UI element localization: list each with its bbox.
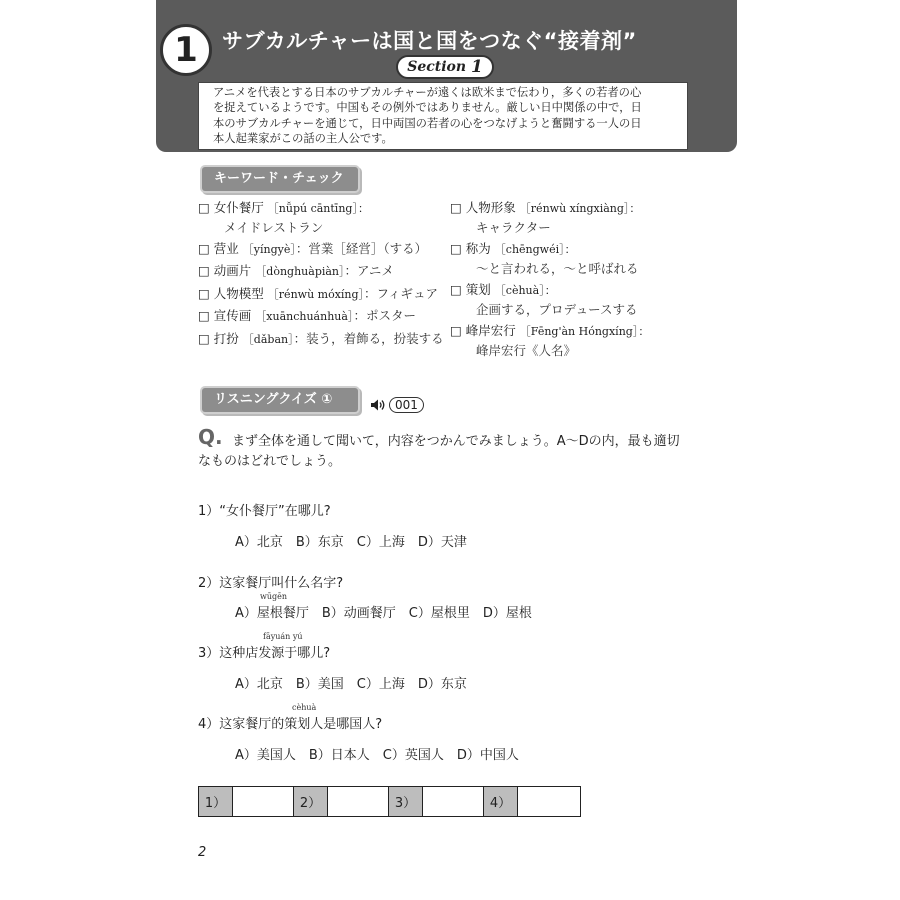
- audio-track[interactable]: [370, 397, 424, 413]
- keyword-word: 策划: [465, 282, 491, 297]
- keyword-word: 人物形象: [465, 200, 516, 215]
- keyword-pinyin: ［rénwù xíngxiàng］：: [519, 202, 641, 215]
- keyword-item: [198, 262, 394, 281]
- keyword-pinyin: ［Fēng'àn Hóngxíng］：: [519, 325, 650, 338]
- audio-track-number: 001: [389, 397, 424, 413]
- checkbox-icon: □: [450, 241, 462, 256]
- page-number: 2: [198, 845, 207, 860]
- answer-cell-3[interactable]: [423, 787, 484, 816]
- question-1-options: A）北京 B）东京 C）上海 D）天津: [235, 535, 467, 550]
- keyword-meaning: メイドレストラン: [224, 220, 324, 235]
- answer-cell-1[interactable]: [233, 787, 294, 816]
- keyword-pinyin: ［dǎban］: [242, 333, 294, 346]
- keyword-meaning: ：アニメ: [344, 263, 394, 278]
- keyword-pinyin: ［cèhuà］：: [494, 284, 556, 297]
- listening-quiz-heading: リスニングクイズ ①: [202, 388, 358, 412]
- answer-label: 1）: [199, 787, 233, 816]
- keyword-word: 女仆餐厅: [213, 200, 264, 215]
- keyword-item: [450, 281, 556, 300]
- keyword-meaning: キャラクター: [476, 220, 551, 235]
- keyword-word: 人物模型: [213, 286, 264, 301]
- question-2-options: A）屋根餐厅 B）动画餐厅 C）屋根里 D）屋根: [235, 606, 532, 621]
- keyword-item: [198, 199, 369, 218]
- keyword-word: 称为: [465, 241, 491, 256]
- keyword-item: [198, 285, 438, 304]
- answer-label: 3）: [389, 787, 423, 816]
- keyword-pinyin: ［rénwù móxíng］: [267, 288, 365, 301]
- question-4: 4）这家餐厅的策划人是哪国人?: [198, 717, 383, 732]
- intro-line: 本のサブカルチャーを通じて，日中両国の若者の心をつなげようと奮闘する一人の日: [213, 116, 642, 130]
- keyword-word: 宣传画: [213, 308, 252, 323]
- intro-line: を捉えているようです。中国もその例外ではありません。厳しい日中関係の中で，日: [213, 101, 642, 115]
- keyword-pinyin: ［nǚpú cāntīng］：: [267, 202, 369, 215]
- question-3-options: A）北京 B）美国 C）上海 D）东京: [235, 677, 467, 692]
- keyword-pinyin: ［xuānchuánhuà］: [255, 310, 354, 323]
- keyword-pinyin: ［dònghuàpiàn］: [255, 265, 345, 278]
- keyword-word: 峰岸宏行: [465, 323, 516, 338]
- ruby-annotation: cèhuà: [292, 703, 317, 712]
- keyword-item: [450, 322, 649, 341]
- keyword-meaning: ：ポスター: [353, 308, 416, 323]
- keyword-item: [450, 240, 576, 259]
- keyword-meaning: 峰岸宏行《人名》: [476, 343, 577, 358]
- keyword-word: 营业: [213, 241, 239, 256]
- keyword-item: [198, 330, 444, 349]
- answer-label: 4）: [484, 787, 518, 816]
- answer-cell-2[interactable]: [328, 787, 389, 816]
- checkbox-icon: □: [198, 241, 210, 256]
- intro-line: 本人起業家がこの話の主人公です。: [213, 132, 393, 146]
- answer-label: 2）: [294, 787, 328, 816]
- checkbox-icon: □: [198, 331, 210, 346]
- section-badge: [396, 55, 494, 79]
- checkbox-icon: □: [198, 286, 210, 301]
- checkbox-icon: □: [198, 308, 210, 323]
- instruction-line: まず全体を通して聞いて，内容をつかんでみましょう。A～Dの内，最も適切: [232, 434, 680, 449]
- keyword-meaning: ：営業［経営］（する）: [295, 241, 428, 256]
- chapter-title: サブカルチャーは国と国をつなぐ“接着剤”: [222, 29, 637, 53]
- keyword-meaning: ～と言われる，～と呼ばれる: [476, 261, 639, 276]
- instruction-line: なものはどれでしょう。: [198, 454, 342, 469]
- question-4-options: A）美国人 B）日本人 C）英国人 D）中国人: [235, 748, 519, 763]
- chapter-number-badge: 1: [160, 24, 212, 76]
- answer-cell-4[interactable]: [518, 787, 580, 816]
- keyword-meaning: ：装う，着飾る，扮装する: [293, 331, 444, 346]
- ruby-annotation: wūgēn: [260, 592, 288, 601]
- checkbox-icon: □: [450, 282, 462, 297]
- checkbox-icon: □: [450, 323, 462, 338]
- keyword-word: 动画片: [213, 263, 252, 278]
- q-mark: Q.: [198, 425, 223, 449]
- checkbox-icon: □: [198, 263, 210, 278]
- question-1: 1）“女仆餐厅”在哪儿?: [198, 504, 331, 519]
- checkbox-icon: □: [198, 200, 210, 215]
- keyword-meaning: ：フィギュア: [364, 286, 439, 301]
- keyword-meaning: 企画する，プロデュースする: [476, 302, 638, 317]
- checkbox-icon: □: [450, 200, 462, 215]
- speaker-icon: [370, 398, 386, 412]
- keyword-word: 打扮: [213, 331, 239, 346]
- section-label: Section: [407, 59, 467, 75]
- answer-table: [198, 786, 581, 817]
- keyword-item: [198, 307, 416, 326]
- intro-line: アニメを代表とする日本のサブカルチャーが遠くは欧米まで伝わり，多くの若者の心: [213, 86, 642, 99]
- keyword-pinyin: ［yíngyè］: [242, 243, 296, 256]
- keyword-check-heading: キーワード・チェック: [202, 167, 358, 191]
- keyword-item: [198, 240, 427, 259]
- question-marker: [198, 425, 223, 449]
- intro-text-box: [198, 82, 688, 150]
- question-2: 2）这家餐厅叫什么名字?: [198, 576, 344, 591]
- ruby-annotation: fāyuán yú: [263, 632, 303, 641]
- question-3: 3）这种店发源于哪儿?: [198, 646, 331, 661]
- section-number: 1: [470, 57, 483, 77]
- keyword-item: [450, 199, 640, 218]
- keyword-pinyin: ［chēngwéi］：: [494, 243, 576, 256]
